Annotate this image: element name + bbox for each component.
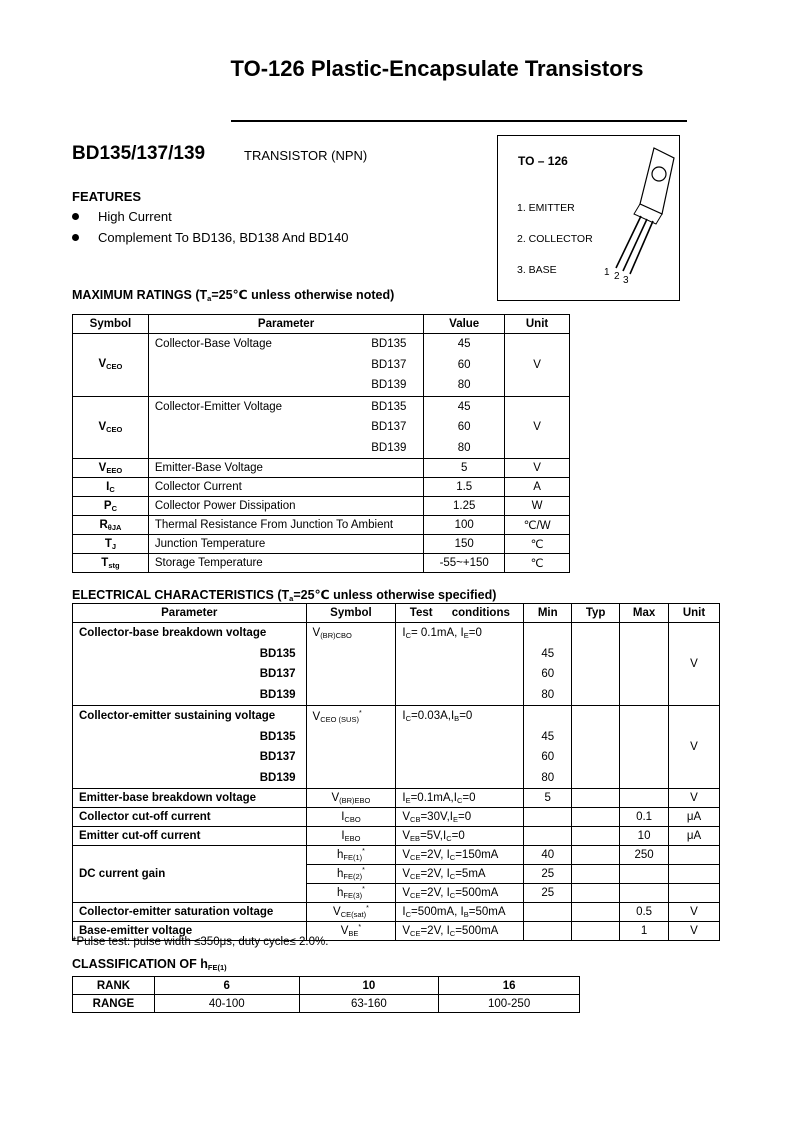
condition-cell: $V_{EB}=5V,I_C=0$ (396, 827, 524, 846)
typ-cell (572, 846, 620, 865)
table-row (73, 903, 720, 922)
typ-cell (572, 623, 620, 706)
table-row (73, 497, 570, 516)
classification-heading: CLASSIFICATION OF $h_{FE(1)}$ (72, 957, 227, 972)
classification-table (72, 976, 580, 1013)
rank-cell: 6 (154, 977, 299, 995)
max-cell (620, 865, 669, 884)
symbol-cell: $V_{BE}^*$ (306, 922, 396, 941)
max-cell (620, 789, 669, 808)
max-ratings-heading: MAXIMUM RATINGS ($T_a=25℃$ unless otherwise noted) (72, 288, 395, 303)
parameter-cell: Collector-emitter sustaining voltage BD135 BD137 BD139 (73, 706, 307, 789)
max-ratings-table (72, 314, 570, 573)
unit-cell (669, 846, 720, 865)
rank-label: RANK (73, 977, 155, 995)
parameter-cell: Collector-Emitter Voltage BD135 BD137 BD139 (148, 396, 423, 459)
table-row (73, 396, 570, 459)
package-box (497, 135, 680, 301)
symbol-cell: $V_{(BR)EBO}$ (306, 789, 396, 808)
max-cell (620, 884, 669, 903)
value-cell: -55~+150 (424, 554, 505, 573)
value-cell: 150 (424, 535, 505, 554)
min-cell (524, 808, 572, 827)
condition-cell: $I_C= 0.1mA$, $I_E=0$ (396, 623, 524, 706)
min-cell: 25 (524, 884, 572, 903)
condition-cell: $V_{CB}=30V,I_E=0$ (396, 808, 524, 827)
value-cell: 45 60 80 (424, 396, 505, 459)
table-row (73, 334, 570, 397)
min-cell: 5 (524, 789, 572, 808)
unit-cell: μA (669, 808, 720, 827)
unit-cell: V (669, 789, 720, 808)
parameter-cell: Emitter-base breakdown voltage (73, 789, 307, 808)
parameter-cell: Base-emitter voltage (73, 922, 307, 941)
table-row (73, 789, 720, 808)
parameter-cell: Emitter cut-off current (73, 827, 307, 846)
symbol-cell: $I_{EBO}$ (306, 827, 396, 846)
symbol-cell: $h_{FE(1)}^*$ (306, 846, 396, 865)
parameter-cell: Collector-emitter saturation voltage (73, 903, 307, 922)
pulse-test-note: *Pulse test: pulse width ≤350μs, duty cycle≤ 2.0%. (72, 936, 329, 948)
col-header: Typ (572, 604, 620, 623)
parameter-cell: Collector cut-off current (73, 808, 307, 827)
symbol-cell: $V_{CEO (SUS)}^*$ (306, 706, 396, 789)
max-cell: 10 (620, 827, 669, 846)
symbol-cell: $I_{CBO}$ (306, 808, 396, 827)
electrical-heading: ELECTRICAL CHARACTERISTICS ($T_a=25℃$ unless otherwise specified) (72, 588, 497, 603)
pin-label: 2. COLLECTOR (517, 233, 593, 245)
min-cell: 25 (524, 865, 572, 884)
table-header-row (73, 315, 570, 334)
part-type: TRANSISTOR (NPN) (244, 148, 368, 163)
min-cell: 40 (524, 846, 572, 865)
max-cell (620, 706, 669, 789)
table-row (73, 827, 720, 846)
unit-cell: ℃ (505, 554, 570, 573)
features-heading: FEATURES (72, 189, 142, 204)
range-cell: 40-100 (154, 995, 299, 1013)
pin-number: 3 (623, 275, 629, 286)
table-row (73, 535, 570, 554)
pin-number: 1 (604, 267, 610, 278)
col-header: Parameter (73, 604, 307, 623)
condition-cell: $I_C=500mA$, $I_B=50mA$ (396, 903, 524, 922)
table-row (73, 808, 720, 827)
feature-item: High Current (72, 209, 172, 224)
table-row (73, 977, 580, 995)
table-row (73, 516, 570, 535)
table-row (73, 995, 580, 1013)
symbol-cell: $I_C$ (73, 478, 149, 497)
range-label: RANGE (73, 995, 155, 1013)
min-cell: 45 60 80 (524, 706, 572, 789)
value-cell: 100 (424, 516, 505, 535)
range-cell: 63-160 (299, 995, 439, 1013)
condition-cell: $V_{CE}=2V$, $I_C=5mA$ (396, 865, 524, 884)
unit-cell: ℃/W (505, 516, 570, 535)
unit-cell: V (505, 396, 570, 459)
parameter-cell: Storage Temperature (148, 554, 423, 573)
col-header: Unit (505, 315, 570, 334)
max-cell: 0.1 (620, 808, 669, 827)
unit-cell: V (505, 459, 570, 478)
parameter-cell: Emitter-Base Voltage (148, 459, 423, 478)
range-cell: 100-250 (439, 995, 580, 1013)
pin-label: 3. BASE (517, 264, 557, 276)
symbol-cell: $T_J$ (73, 535, 149, 554)
parameter-cell: Junction Temperature (148, 535, 423, 554)
symbol-cell: $V_{EEO}$ (73, 459, 149, 478)
parameter-cell: Collector Current (148, 478, 423, 497)
unit-cell: V (669, 903, 720, 922)
table-row (73, 706, 720, 789)
pin-number: 2 (614, 271, 620, 282)
max-cell: 1 (620, 922, 669, 941)
table-row (73, 623, 720, 706)
feature-item: Complement To BD136, BD138 And BD140 (72, 230, 349, 245)
table-row (73, 846, 720, 865)
pin-label: 1. EMITTER (517, 202, 575, 214)
condition-cell: $I_C=0.03A,I_B=0$ (396, 706, 524, 789)
symbol-cell: $V_{CE(sat)}^*$ (306, 903, 396, 922)
parameter-cell: Collector-Base Voltage BD135 BD137 BD139 (148, 334, 423, 397)
typ-cell (572, 789, 620, 808)
condition-cell: $V_{CE}=2V$, $I_C=500mA$ (396, 884, 524, 903)
max-cell: 0.5 (620, 903, 669, 922)
part-number: BD135/137/139 (72, 143, 206, 164)
unit-cell (669, 884, 720, 903)
col-header: Symbol (73, 315, 149, 334)
unit-cell: V (669, 623, 720, 706)
bullet-icon (72, 234, 79, 241)
typ-cell (572, 922, 620, 941)
unit-cell: V (669, 922, 720, 941)
table-row (73, 478, 570, 497)
title-rule (231, 120, 687, 122)
symbol-cell: $V_{(BR)CBO}$ (306, 623, 396, 706)
value-cell: 5 (424, 459, 505, 478)
typ-cell (572, 706, 620, 789)
col-header: Unit (669, 604, 720, 623)
symbol-cell: $P_C$ (73, 497, 149, 516)
table-row (73, 459, 570, 478)
unit-cell: V (669, 706, 720, 789)
electrical-table (72, 603, 720, 941)
col-header: Value (424, 315, 505, 334)
typ-cell (572, 865, 620, 884)
min-cell: 45 60 80 (524, 623, 572, 706)
typ-cell (572, 903, 620, 922)
symbol-cell: $R_{\theta JA}$ (73, 516, 149, 535)
package-name: TO – 126 (518, 154, 568, 168)
rank-cell: 16 (439, 977, 580, 995)
symbol-cell: $T_{stg}$ (73, 554, 149, 573)
typ-cell (572, 808, 620, 827)
table-row (73, 554, 570, 573)
col-header: Max (620, 604, 669, 623)
max-cell (620, 623, 669, 706)
unit-cell: A (505, 478, 570, 497)
typ-cell (572, 827, 620, 846)
max-cell: 250 (620, 846, 669, 865)
condition-cell: $V_{CE}=2V$, $I_C=150mA$ (396, 846, 524, 865)
parameter-cell: Collector Power Dissipation (148, 497, 423, 516)
min-cell (524, 922, 572, 941)
unit-cell: μA (669, 827, 720, 846)
to126-package-icon (604, 144, 678, 294)
parameter-cell: DC current gain (73, 846, 307, 903)
table-header-row (73, 604, 720, 623)
parameter-cell: Collector-base breakdown voltage BD135 BD137 BD139 (73, 623, 307, 706)
value-cell: 1.25 (424, 497, 505, 516)
unit-cell (669, 865, 720, 884)
col-header: Symbol (306, 604, 396, 623)
unit-cell: ℃ (505, 535, 570, 554)
parameter-cell: Thermal Resistance From Junction To Ambient (148, 516, 423, 535)
unit-cell: V (505, 334, 570, 397)
condition-cell: $I_E=0.1mA,I_C=0$ (396, 789, 524, 808)
value-cell: 45 60 80 (424, 334, 505, 397)
symbol-cell: $h_{FE(2)}^*$ (306, 865, 396, 884)
typ-cell (572, 884, 620, 903)
min-cell (524, 827, 572, 846)
condition-cell: $V_{CE}=2V$, $I_C=500mA$ (396, 922, 524, 941)
unit-cell: W (505, 497, 570, 516)
col-header: Parameter (148, 315, 423, 334)
document-title: TO-126 Plastic-Encapsulate Transistors (230, 56, 644, 81)
col-header: Min (524, 604, 572, 623)
symbol-cell: $h_{FE(3)}^*$ (306, 884, 396, 903)
col-header: Test conditions (396, 604, 524, 623)
min-cell (524, 903, 572, 922)
symbol-cell: $V_{CEO}$ (73, 334, 149, 397)
symbol-cell: $V_{CEO}$ (73, 396, 149, 459)
bullet-icon (72, 213, 79, 220)
value-cell: 1.5 (424, 478, 505, 497)
rank-cell: 10 (299, 977, 439, 995)
